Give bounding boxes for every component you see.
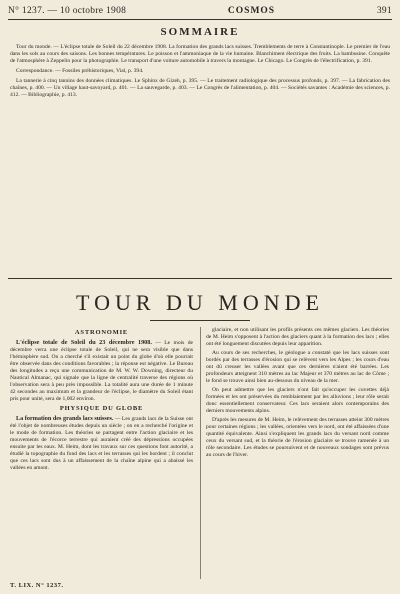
article-text: D'après les mesures de M. Heim, le relèvement des terrasses atteint 300 mètres pour certaines régions ; les vallées, orientées vers le nord, ont été affaissées d'une quantité équivalente. Ainsi s'expliquent les grands lacs du versant nord comme ceux du versant sud, et la théorie de l'érosion glaciaire se trouve ramenée à un rôle secondaire. Les études se poursuivent et de nouveaux sondages sont prévus au cours de l'hiver. bbox=[206, 417, 389, 458]
column-divider bbox=[200, 327, 201, 579]
section-title: TOUR DU MONDE bbox=[76, 290, 324, 315]
sommaire-contents bbox=[10, 44, 390, 276]
article-text: Au cours de ses recherches, le géologue a constaté que les lacs suisses sont bordés par des terrasses d'érosion qui se relèvent vers les Alpes ; les cours d'eau ont dû creuser les vallées avant que ces dernières n'aient été barrées. Les profondeurs atteignent 310 mètres au lac Majeur et 370 mètres au lac de Côme ; le fond se trouve ainsi bien au-dessous du niveau de la mer. bbox=[206, 350, 389, 384]
volume-footer: T. LIX. N° 1237. bbox=[10, 582, 64, 589]
page-number: 391 bbox=[376, 6, 392, 16]
article-title: L'éclipse totale de Soleil du 23 décembre 1908. bbox=[16, 339, 152, 346]
section-heading-physique: PHYSIQUE DU GLOBE bbox=[59, 405, 144, 412]
header-rule bbox=[8, 19, 392, 20]
article-text: On peut admettre que les glaciers n'ont fait qu'occuper les cuvettes déjà formées et les ont préservées du remblaiement par les alluvions ; leur rôle serait donc essentiellement conservateur. Ces lacs seraient alors contemporains des derniers mouvements alpins. bbox=[206, 387, 389, 414]
running-head bbox=[8, 4, 392, 18]
article-paragraph bbox=[10, 415, 193, 472]
section-heading-astronomie: ASTRONOMIE bbox=[74, 329, 129, 336]
sommaire-rule bbox=[8, 278, 392, 279]
article-text: glaciaire, et non utilisant les profils présents ces mêmes glaciers. Les théories de M. Heim s'opposent à l'action des glaciers quant à la formation des lacs ; elles ont été longuement discutées depuis leur apparition. bbox=[206, 327, 389, 347]
article-text: — Les grands lacs de la Suisse ont été l'objet de nombreuses études depuis un siècle ; on en a recherché l'origine et le mode de formation. Les théories se partagent entre l'action glaciaire et les mouvements de l'écorce terrestre qui auraient créé des dépressions occupées ensuite par les eaux. M. Heim, dont les travaux sur ces questions font autorité, a étudié la topographie du fond des lacs et les terrasses qui les bordent ; il conclut que ces lacs sont dus à un affaissement de la chaîne alpine qui a abaissé les vallées en amont. bbox=[10, 416, 193, 471]
article-title: La formation des grands lacs suisses. bbox=[16, 415, 114, 422]
issue-number: N° 1237. — 10 octobre 1908 bbox=[8, 6, 127, 16]
title-rule bbox=[150, 320, 250, 321]
article-paragraph bbox=[10, 339, 193, 403]
sommaire-correspondance: Correspondance. — Fossiles préhistoriques, Vial, p. 394. bbox=[16, 68, 144, 74]
right-column bbox=[206, 327, 389, 577]
publication-name: COSMOS bbox=[227, 6, 276, 16]
sommaire-articles: La tannerie à cinq tannins des données climatiques. Le Sphinx de Gizeh, p. 395. — Le traitement radiologique des processus profonds, p. 397. — La fabrication des chaînes, p. 400. — Un village haut-savoyard, p. 401. — La sauvegarde, p. 403. — Le Congrès de l'alimentation, p. 404. — Sociétés savantes : Académie des sciences, p. 412. — Bibliographie, p. 413. bbox=[10, 78, 390, 98]
article-text: — Le mois de décembre verra une éclipse totale de Soleil, qui ne sera visible que dans l'hémisphère sud. On a cherché s'il existait un point du globe d'où elle pourrait être observée dans des conditions favorables ; la réponse est négative. Le Bureau des longitudes a reçu une communication de M. W. W. Downing, directeur du Nautical Almanac, qui signale que la ligne de centralité traverse des régions où l'observation sera à peu près impossible. La totalité aura une durée de 1 minute 42 secondes au maximum et la grandeur de l'éclipse, le diamètre du Soleil étant pris pour unité, sera de 1,002 environ. bbox=[10, 340, 193, 402]
sommaire-heading: SOMMAIRE bbox=[160, 26, 240, 38]
sommaire-tour-du-monde: Tour du monde. — L'éclipse totale de Soleil du 22 décembre 1908. La formation des grands lacs suisses. Tremblements de terre à Constantinople. Le premier de l'eau dans les sols au cours des saisons. Les bonnes températures. Le poisson et l'ammoniaque de la vie humaine. Blanchiment électrique des fruits. La bambusine. Conquête de l'atmosphère à Zeppelin pour la photographie. Le transport d'une voiture automobile à travers la montagne. Le Chicago. Le Congrès de l'électrification, p. 391. bbox=[10, 44, 390, 64]
left-column bbox=[10, 327, 193, 577]
